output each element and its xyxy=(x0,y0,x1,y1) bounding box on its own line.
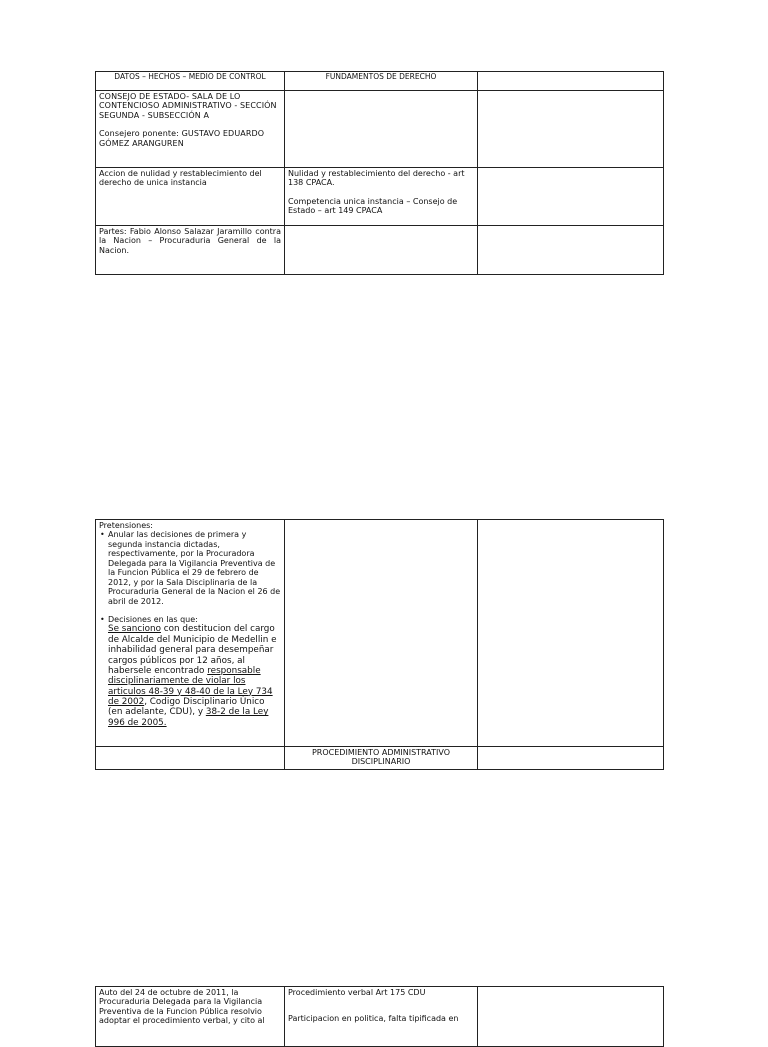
header-datos-hechos: DATOS – HECHOS – MEDIO DE CONTROL xyxy=(96,72,285,91)
decisiones-intro: Decisiones en las que: xyxy=(108,614,198,624)
pretensiones-cell xyxy=(96,520,285,747)
auto-cell: Auto del 24 de octubre de 2011, la Procuraduria Delegada para la Vigilancia Preventiva de la Funcion Pública resolvio adoptar el procedimiento verbal, y cito al xyxy=(96,987,285,1047)
table-header-row xyxy=(96,72,664,91)
pretensiones-table xyxy=(95,519,664,770)
ley-996-text: 38-2 de la Ley 996 de 2005. xyxy=(108,707,269,728)
list-item: • Anular las decisiones de primera y segunda instancia dictadas, respectivamente, por la Procuradora Delegada para la Vigilancia Preventiva de la Funcion Pública el 29 de febrero de 2012, y por la Sala Disciplinaria de la Procuraduria General de la Nacion el 26 de abril de 2012. xyxy=(108,530,281,606)
sancion-detail: con destitucion del cargo de Alcalde del Municipio de Medellin e inhabilidad general para desempeñar cargos públicos por 12 años, al habersele encontrado xyxy=(108,624,277,676)
table-row xyxy=(96,168,664,226)
empty-cell xyxy=(478,168,664,226)
empty-cell xyxy=(478,747,664,770)
empty-cell xyxy=(478,226,664,275)
cdu-text: , Codigo Disciplinario Único (en adelante, CDU), y xyxy=(108,697,265,718)
procedimiento-verbal: Procedimiento verbal Art 175 CDU xyxy=(288,988,426,997)
procedimiento-verbal-cell xyxy=(285,987,478,1047)
participacion-politica: Participacion en politica, falta tipificada en xyxy=(288,1014,459,1024)
court-name: CONSEJO DE ESTADO- SALA DE LO CONTENCIOSO ADMINISTRATIVO - SECCIÓN SEGUNDA - SUBSECCIÓN A xyxy=(99,92,277,120)
empty-cell xyxy=(478,520,664,747)
pretensiones-label: Pretensiones: xyxy=(99,521,153,530)
fundamento-nulidad: Nulidad y restablecimiento del derecho - art 138 CPACA. xyxy=(288,169,465,188)
table-row xyxy=(96,747,664,770)
responsable-text: responsable disciplinariamente de violar los articulos 48-39 y 48-40 de la Ley 734 de 2002 xyxy=(108,665,273,707)
medio-control-cell: Accion de nulidad y restablecimiento del derecho de unica instancia xyxy=(96,168,285,226)
header-fundamentos: FUNDAMENTOS DE DERECHO xyxy=(285,72,478,91)
procedimiento-heading: PROCEDIMIENTO ADMINISTRATIVO DISCIPLINARIO xyxy=(285,747,478,770)
empty-cell xyxy=(285,520,478,747)
decisiones-list xyxy=(99,615,281,728)
empty-cell xyxy=(96,747,285,770)
table-row xyxy=(96,226,664,275)
empty-cell xyxy=(285,91,478,168)
table-row xyxy=(96,91,664,168)
fundamento-competencia: Competencia unica instancia – Consejo de Estado – art 149 CPACA xyxy=(288,196,458,216)
partes-cell: Partes: Fabio Alonso Salazar Jaramillo contra la Nacion – Procuraduria General de la Nacion. xyxy=(96,226,285,275)
procedimiento-table xyxy=(95,986,664,1047)
header-empty xyxy=(478,72,664,91)
list-item xyxy=(108,615,281,728)
consejero-ponente: Consejero ponente: GUSTAVO EDUARDO GÓMEZ ARANGUREN xyxy=(99,129,265,148)
table-row xyxy=(96,520,664,747)
case-data-table xyxy=(95,71,664,275)
court-cell xyxy=(96,91,285,168)
empty-cell xyxy=(478,91,664,168)
table-row xyxy=(96,987,664,1047)
fundamentos-cell xyxy=(285,168,478,226)
sancion-text: Se sanciono xyxy=(108,624,161,635)
empty-cell xyxy=(478,987,664,1047)
pretensiones-list xyxy=(99,530,281,606)
empty-cell xyxy=(285,226,478,275)
